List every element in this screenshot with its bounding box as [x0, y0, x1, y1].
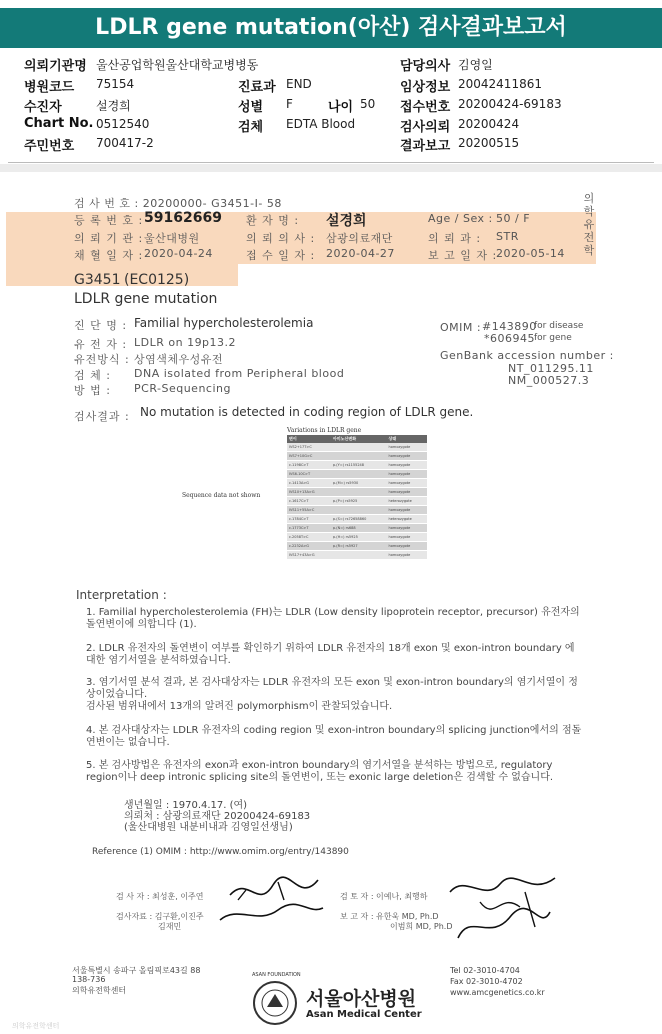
department-value: END: [286, 77, 312, 91]
reporter: 보 고 자 : 유한욱 MD, Ph.D: [340, 912, 439, 921]
variant-cell: [331, 551, 387, 560]
variant-cell: IVS17+43A>G: [287, 551, 331, 560]
header-divider: [8, 162, 654, 163]
test-code-secondary: (EC0125): [124, 272, 190, 288]
request-date-label: 검사의뢰: [400, 120, 451, 135]
variant-cell: homozygote: [387, 479, 427, 488]
omim-gene-number: *606945: [484, 332, 535, 345]
variant-cell: p.(R=) rs5927: [331, 542, 387, 551]
variant-cell: c.1413A>G: [287, 479, 331, 488]
interpretation-item-2: 2. LDLR 유전자의 돌연변이 여부를 확인하기 위하여 LDLR 유전자의 18개 exon 및 exon-intron boundary 에 대한 염기서열을 분석하였습니다.: [86, 643, 575, 666]
variant-cell: IVS7+10G>C: [287, 452, 331, 461]
variant-cell: homozygote: [387, 542, 427, 551]
hospital-code-value: 75154: [96, 77, 135, 91]
variant-row: [287, 452, 427, 461]
patient-value: 설경희: [96, 99, 131, 113]
report-date-value: 2020-05-14: [496, 247, 565, 260]
variant-cell: IVS10+13A>G: [287, 488, 331, 497]
omim-disease-number: #143890: [482, 320, 537, 333]
test-code: G3451: [74, 272, 121, 288]
variant-cell: homozygote: [387, 524, 427, 533]
examiner: 검 사 자 : 최성훈, 이주연: [116, 892, 204, 901]
variant-row: [287, 443, 427, 452]
hospital-code-label: 병원코드: [24, 80, 75, 95]
reg-label: 등 록 번 호 :: [74, 214, 144, 227]
result-value: No mutation is detected in coding region of LDLR gene.: [140, 405, 474, 419]
variant-row: [287, 551, 427, 560]
inst-value: 울산대병원: [144, 232, 200, 245]
variant-row: [287, 461, 427, 470]
reviewer: 검 토 자 : 이예나, 최행하: [340, 892, 428, 901]
variant-row: [287, 479, 427, 488]
receipt-value: 20200424-69183: [458, 97, 562, 111]
age-sex-value: 50 / F: [496, 212, 531, 225]
collect-value: 2020-04-24: [144, 247, 213, 260]
specimen-value: EDTA Blood: [286, 117, 356, 131]
reg-value: 59162669: [144, 210, 222, 226]
method-label: 방 법 :: [74, 384, 111, 397]
variant-cell: homozygote: [387, 461, 427, 470]
variant-row: [287, 515, 427, 524]
variant-cell: c.1617C>T: [287, 497, 331, 506]
variants-table: [287, 435, 427, 560]
variant-cell: homozygote: [387, 470, 427, 479]
variant-row: [287, 542, 427, 551]
responsible: 검사자료 : 김구환,이진주: [116, 912, 204, 921]
chart-value: 0512540: [96, 117, 150, 131]
specimen-value: DNA isolated from Peripheral blood: [134, 367, 345, 380]
variant-cell: c.2058T>C: [287, 533, 331, 542]
variant-cell: homozygote: [387, 488, 427, 497]
interpretation-item-4: 4. 본 검사대상자는 LDLR 유전자의 coding region 및 exon-intron boundary의 splicing junction에서의 점돌연변이는 없습니다.: [86, 725, 582, 748]
variant-cell: homozygote: [387, 551, 427, 560]
variant-cell: c.1784C>T: [287, 515, 331, 524]
variant-row: [287, 497, 427, 506]
fax: Fax 02-3010-4702: [450, 977, 523, 986]
patient-label: 수진자: [24, 100, 62, 115]
website: www.amcgenetics.co.kr: [450, 988, 545, 997]
department-label: 진료과: [238, 80, 276, 95]
genbank-accession-2: NM_000527.3: [508, 374, 590, 387]
variant-cell: IVS6-10C>T: [287, 470, 331, 479]
variant-cell: p.(N=) rs688: [331, 524, 387, 533]
variant-row: [287, 524, 427, 533]
variants-caption: Variations in LDLR gene: [287, 427, 362, 434]
signature-reporter: [440, 872, 560, 944]
institution-label: 의뢰기관명: [24, 59, 87, 74]
report-title: LDLR gene mutation(아산) 검사결과보고서: [0, 8, 662, 48]
variants-header-cell: 아미노산변화: [331, 435, 387, 443]
footer-faint-text: 의학유전학센터: [12, 1022, 60, 1030]
chart-label: Chart No.: [24, 116, 94, 131]
report-date-label: 보 고 일 자 :: [428, 249, 498, 262]
address-line-2: 138-736: [72, 975, 106, 984]
variant-cell: heterozygote: [387, 497, 427, 506]
clinical-info-label: 임상정보: [400, 80, 451, 95]
logo-korean: 서울아산병원: [306, 988, 417, 1010]
name-value: 설경희: [326, 213, 367, 229]
variant-cell: [331, 470, 387, 479]
gene-label: 유 전 자 :: [74, 338, 128, 351]
omim-label: OMIM :: [440, 321, 482, 334]
receive-label: 접 수 일 자 :: [246, 249, 316, 262]
section-separator: [0, 164, 662, 172]
ward-value: STR: [496, 230, 519, 243]
variant-cell: homozygote: [387, 452, 427, 461]
omim-disease-text: for disease: [534, 321, 584, 331]
asan-foundation-seal-icon: [252, 980, 298, 1026]
doctor-label: 담당의사: [400, 59, 451, 74]
logo-english: Asan Medical Center: [306, 1009, 422, 1020]
variants-header-cell: 변이: [287, 435, 331, 443]
variant-cell: p.(P=) rs5925: [331, 497, 387, 506]
age-value: 50: [360, 97, 376, 111]
variant-cell: p.(H=) rs5925: [331, 533, 387, 542]
method-value: PCR-Sequencing: [134, 382, 231, 395]
responsible-2: 김재민: [158, 922, 182, 931]
signature-examiner: [218, 870, 328, 930]
reporter-2: 이범희 MD, Ph.D: [390, 922, 453, 931]
rrn-value: 700417-2: [96, 136, 154, 150]
variant-cell: heterozygote: [387, 515, 427, 524]
collect-label: 채 혈 일 자 :: [74, 249, 144, 262]
highlight-band-code: [6, 264, 238, 286]
variant-cell: p.(S=) rs72658860: [331, 515, 387, 524]
req-doctor-label: 의 뢰 의 사 :: [246, 232, 316, 245]
variant-cell: c.2232A>G: [287, 542, 331, 551]
specimen-label: 검 체 :: [74, 369, 111, 382]
variants-body: [287, 443, 427, 560]
result-label: 검사결과 :: [74, 410, 130, 423]
test-name: LDLR gene mutation: [74, 291, 218, 307]
report-date-label: 결과보고: [400, 139, 451, 154]
birth-date-line: 생년월일 : 1970.4.17. (여): [124, 800, 248, 811]
address-line-3: 의학유전학센터: [72, 986, 127, 995]
age-sex-label: Age / Sex :: [428, 212, 493, 225]
variant-cell: p.(M=) rs5930: [331, 479, 387, 488]
variant-cell: IVS2+17T>C: [287, 443, 331, 452]
phone: Tel 02-3010-4704: [450, 966, 520, 975]
req-doctor-value: 삼광의료재단: [326, 232, 393, 245]
variant-cell: homozygote: [387, 443, 427, 452]
variants-header-row: [287, 435, 427, 443]
interpretation-title: Interpretation :: [76, 588, 167, 602]
reference: Reference (1) OMIM : http://www.omim.org/entry/143890: [92, 847, 349, 857]
sex-value: F: [286, 97, 293, 111]
interpretation-item-5: 5. 본 검사방법은 유전자의 exon과 exon-intron boundary의 염기서열을 분석하는 방법으로, regulatory region이나 deep intronic splicing site의 돌연변이, 또는 exonic large deletion은 검색할 수 없습니다.: [86, 760, 554, 783]
variant-cell: IVS11+55A>C: [287, 506, 331, 515]
receipt-label: 접수번호: [400, 100, 451, 115]
variant-cell: [331, 452, 387, 461]
specimen-label: 검체: [238, 120, 264, 135]
test-number: 검 사 번 호 : 20200000- G3451-I- 58: [74, 197, 282, 210]
inst-label: 의 뢰 기 관 :: [74, 232, 144, 245]
variants-header-cell: 상태: [387, 435, 427, 443]
name-label: 환 자 명 :: [246, 214, 300, 227]
ward-label: 의 뢰 과 :: [428, 232, 482, 245]
interpretation-item-3a: 3. 염기서열 분석 결과, 본 검사대상자는 LDLR 유전자의 모든 exon 및 exon-intron boundary의 염기서열이 정상이었습니다.: [86, 677, 578, 700]
rrn-label: 주민번호: [24, 139, 75, 154]
variant-row: [287, 533, 427, 542]
sex-label: 성별: [238, 100, 264, 115]
inheritance-label: 유전방식 :: [74, 353, 130, 366]
variant-cell: p.(Y=) rs1155248: [331, 461, 387, 470]
variant-cell: c.1773C>T: [287, 524, 331, 533]
variant-cell: c.1198C>T: [287, 461, 331, 470]
side-vertical-text: 의학유전학: [583, 192, 595, 257]
variant-cell: [331, 506, 387, 515]
interpretation-item-1: 1. Familial hypercholesterolemia (FH)는 LDLR (Low density lipoprotein receptor, precursor) 유전자의 돌연변이에 의합니다 (1).: [86, 607, 580, 630]
sequence-note: Sequence data not shown: [182, 492, 261, 499]
diagnosis-value: Familial hypercholesterolemia: [134, 316, 314, 330]
diagnosis-label: 진 단 명 :: [74, 319, 128, 332]
age-label: 나이: [328, 100, 354, 115]
genbank-accession-1: NT_011295.11: [508, 362, 594, 375]
clinical-info-value: 20042411861: [458, 77, 542, 91]
variant-row: [287, 488, 427, 497]
receive-value: 2020-04-27: [326, 247, 395, 260]
variant-cell: [331, 443, 387, 452]
genbank-label: GenBank accession number :: [440, 349, 614, 362]
report-date-value: 20200515: [458, 136, 520, 150]
consignor-line: 의뢰처 : 삼광의료재단 20200424-69183: [124, 811, 311, 822]
gene-value: LDLR on 19p13.2: [134, 336, 237, 349]
variant-row: [287, 506, 427, 515]
variant-row: [287, 470, 427, 479]
variant-cell: [331, 488, 387, 497]
inheritance-value: 상염색체우성유전: [134, 353, 224, 366]
interpretation-item-3b: 검사된 범위내에서 13개의 알려진 polymorphism이 관찰되었습니다.: [86, 701, 393, 712]
address-line-1: 서울특별시 송파구 올림픽로43길 88: [72, 966, 201, 975]
variant-cell: homozygote: [387, 506, 427, 515]
seal-text: ASAN FOUNDATION: [252, 972, 301, 978]
request-date-value: 20200424: [458, 117, 520, 131]
institution-value: 울산공업학원울산대학교병병동: [96, 58, 259, 72]
variant-cell: homozygote: [387, 533, 427, 542]
omim-gene-text: for gene: [534, 333, 572, 343]
consignor-line-2: (울산대병원 내분비내과 김영일선생님): [124, 822, 293, 833]
doctor-value: 김영일: [458, 58, 493, 72]
